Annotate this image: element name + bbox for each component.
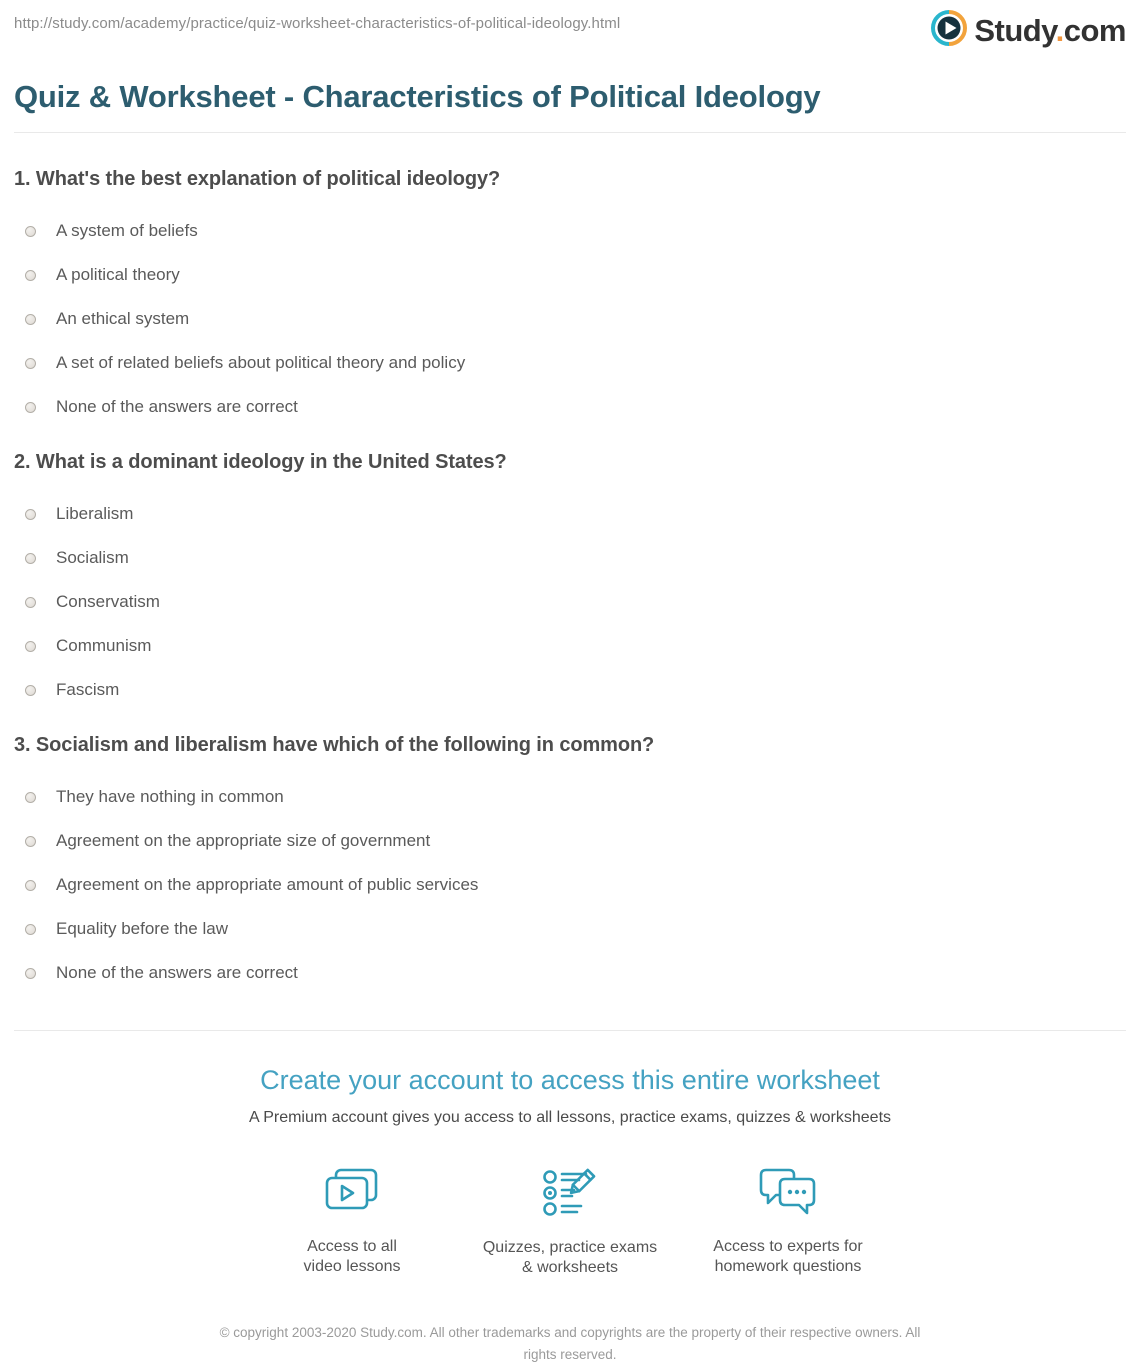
feature-label: Access to experts for homework questions bbox=[713, 1238, 863, 1275]
answer-option-label[interactable]: Fascism bbox=[56, 680, 120, 699]
radio-button[interactable] bbox=[25, 597, 36, 608]
answer-option[interactable] bbox=[14, 505, 1126, 523]
feature-label: Access to all video lessons bbox=[303, 1238, 401, 1275]
cta-subheading: A Premium account gives you access to all lessons, practice exams, quizzes & worksheets bbox=[248, 1109, 892, 1126]
answer-option-label[interactable]: A system of beliefs bbox=[56, 221, 198, 240]
answer-option[interactable] bbox=[14, 549, 1126, 567]
question-1 bbox=[14, 168, 1126, 416]
features-row bbox=[14, 1167, 1126, 1278]
cta-section bbox=[14, 1065, 1126, 1367]
answer-option-label[interactable]: They have nothing in common bbox=[56, 787, 284, 806]
radio-button[interactable] bbox=[25, 358, 36, 369]
answer-option-label[interactable]: Equality before the law bbox=[56, 919, 228, 938]
answer-option[interactable] bbox=[14, 593, 1126, 611]
answer-option[interactable] bbox=[14, 398, 1126, 416]
answer-option-label[interactable]: None of the answers are correct bbox=[56, 397, 298, 416]
radio-button[interactable] bbox=[25, 270, 36, 281]
answer-option-label[interactable]: Communism bbox=[56, 636, 152, 655]
radio-button[interactable] bbox=[25, 402, 36, 413]
answer-option-label[interactable]: None of the answers are correct bbox=[56, 963, 298, 982]
page-title: Quiz & Worksheet - Characteristics of Political Ideology bbox=[14, 79, 821, 114]
radio-button[interactable] bbox=[25, 553, 36, 564]
feature-label: Quizzes, practice exams & worksheets bbox=[482, 1239, 658, 1276]
answer-option[interactable] bbox=[14, 920, 1126, 938]
question-heading: 2. What is a dominant ideology in the United States? bbox=[14, 451, 507, 473]
radio-button[interactable] bbox=[25, 836, 36, 847]
question-heading: 1. What's the best explanation of political ideology? bbox=[14, 168, 501, 190]
radio-button[interactable] bbox=[25, 509, 36, 520]
feature-video-lessons bbox=[243, 1167, 461, 1278]
radio-button[interactable] bbox=[25, 968, 36, 979]
title-divider bbox=[14, 132, 1126, 133]
page-header bbox=[14, 0, 1126, 51]
answer-option[interactable] bbox=[14, 876, 1126, 894]
question-2 bbox=[14, 451, 1126, 699]
studycom-play-icon bbox=[931, 10, 967, 51]
answer-option-label[interactable]: A set of related beliefs about political theory and policy bbox=[56, 353, 466, 372]
radio-button[interactable] bbox=[25, 880, 36, 891]
radio-button[interactable] bbox=[25, 314, 36, 325]
chat-experts-icon bbox=[758, 1167, 818, 1225]
question-3 bbox=[14, 734, 1126, 982]
video-lessons-icon bbox=[321, 1167, 383, 1225]
feature-quizzes-worksheets bbox=[461, 1167, 679, 1278]
answer-option-label[interactable]: Conservatism bbox=[56, 592, 160, 611]
answer-option[interactable] bbox=[14, 832, 1126, 850]
answer-option-label[interactable]: Liberalism bbox=[56, 504, 134, 523]
question-heading: 3. Socialism and liberalism have which of the following in common? bbox=[14, 734, 655, 756]
answer-option[interactable] bbox=[14, 266, 1126, 284]
quizzes-worksheets-icon bbox=[541, 1167, 599, 1225]
answer-option-label[interactable]: An ethical system bbox=[56, 309, 190, 328]
answer-option[interactable] bbox=[14, 788, 1126, 806]
radio-button[interactable] bbox=[25, 685, 36, 696]
radio-button[interactable] bbox=[25, 792, 36, 803]
feature-homework-experts bbox=[679, 1167, 897, 1278]
answer-option-label[interactable]: A political theory bbox=[56, 265, 180, 284]
answer-option[interactable] bbox=[14, 637, 1126, 655]
cta-heading: Create your account to access this entire worksheet bbox=[260, 1065, 880, 1095]
answer-option[interactable] bbox=[14, 681, 1126, 699]
copyright-notice: © copyright 2003-2020 Study.com. All other trademarks and copyrights are the property of their respective owners. All rights reserved. bbox=[219, 1325, 921, 1363]
radio-button[interactable] bbox=[25, 641, 36, 652]
answer-option-label[interactable]: Agreement on the appropriate size of government bbox=[56, 831, 431, 850]
answer-option[interactable] bbox=[14, 964, 1126, 982]
answer-option-label[interactable]: Socialism bbox=[56, 548, 129, 567]
answer-option[interactable] bbox=[14, 354, 1126, 372]
answer-option-label[interactable]: Agreement on the appropriate amount of public services bbox=[56, 875, 479, 894]
radio-button[interactable] bbox=[25, 226, 36, 237]
radio-button[interactable] bbox=[25, 924, 36, 935]
studycom-logo[interactable] bbox=[931, 10, 1126, 51]
cta-divider bbox=[14, 1030, 1126, 1031]
studycom-logo-text: Study.com bbox=[974, 12, 1126, 48]
answer-option[interactable] bbox=[14, 310, 1126, 328]
page-url: http://study.com/academy/practice/quiz-worksheet-characteristics-of-political-ideology.html bbox=[14, 15, 621, 32]
answer-option[interactable] bbox=[14, 222, 1126, 240]
